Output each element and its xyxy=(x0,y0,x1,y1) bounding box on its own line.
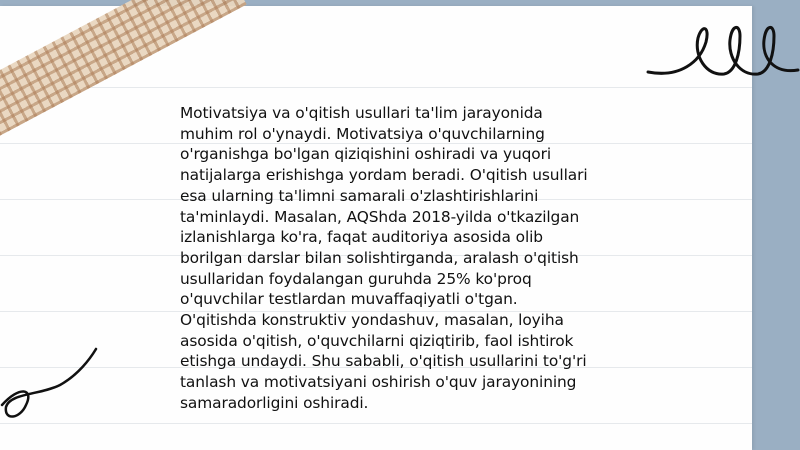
loop-scribble-top-right xyxy=(640,12,800,82)
text-line: tanlash va motivatsiyani oshirish o'quv jarayonining xyxy=(180,373,577,392)
text-line: asosida o'qitish, o'quvchilarni qiziqtirib, faol ishtirok xyxy=(180,331,574,350)
text-line: natijalarga erishishga yordam beradi. O'qitish usullari xyxy=(180,166,588,185)
text-line: o'rganishga bo'lgan qiziqishini oshiradi va yuqori xyxy=(180,145,552,164)
loop-scribble-bottom-left xyxy=(0,345,105,430)
text-line: esa ularning ta'limni samarali o'zlashtirishlarini xyxy=(180,186,539,205)
text-line: usullaridan foydalangan guruhda 25% ko'proq xyxy=(180,269,532,288)
text-line: izlanishlarga ko'ra, faqat auditoriya asosida olib xyxy=(180,228,543,247)
text-line: samaradorligini oshiradi. xyxy=(180,393,369,412)
body-paragraph xyxy=(180,103,600,414)
text-line: ta'minlaydi. Masalan, AQShda 2018-yilda o'tkazilgan xyxy=(180,207,580,226)
text-line: etishga undaydi. Shu sababli, o'qitish usullarini to'g'ri xyxy=(180,352,587,371)
text-line: muhim rol o'ynaydi. Motivatsiya o'quvchilarning xyxy=(180,124,545,143)
text-line: O'qitishda konstruktiv yondashuv, masalan, loyiha xyxy=(180,311,564,330)
text-line: borilgan darslar bilan solishtirganda, aralash o'qitish xyxy=(180,248,579,267)
text-line: o'quvchilar testlardan muvaffaqiyatli o'tgan. xyxy=(180,290,518,309)
text-line: Motivatsiya va o'qitish usullari ta'lim jarayonida xyxy=(180,104,543,122)
